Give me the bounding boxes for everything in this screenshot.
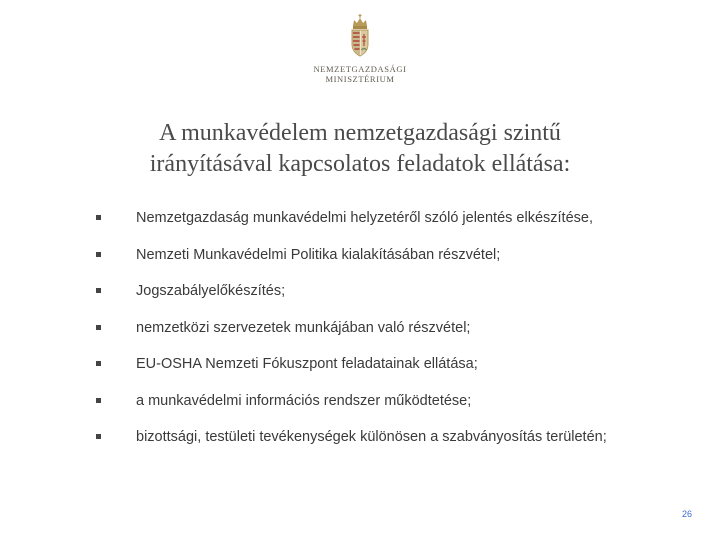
- bullet-square-icon: [96, 434, 101, 439]
- list-item-text: Nemzeti Munkavédelmi Politika kialakításában részvétel;: [136, 246, 501, 263]
- title-line-1: A munkavédelem nemzetgazdasági szintű: [159, 120, 561, 146]
- coat-of-arms-icon: [348, 14, 372, 58]
- bullet-square-icon: [96, 398, 101, 403]
- list-item: [96, 200, 696, 237]
- list-item-text: bizottsági, testületi tevékenységek különösen a szabványosítás területén;: [136, 429, 607, 445]
- logo-text-line2: MINISZTÉRIUM: [325, 74, 395, 84]
- list-item: [96, 273, 696, 310]
- bullet-square-icon: [96, 288, 101, 293]
- bullet-square-icon: [96, 215, 101, 220]
- list-item: [96, 383, 696, 420]
- list-item: [96, 310, 696, 347]
- list-item-text: Nemzetgazdaság munkavédelmi helyzetéről szóló jelentés elkészítése,: [136, 210, 593, 226]
- list-item-text: nemzetközi szervezetek munkájában való részvétel;: [136, 319, 471, 336]
- list-item-text: a munkavédelmi információs rendszer működtetése;: [136, 392, 472, 409]
- bullet-list: [96, 200, 696, 456]
- title-line-2: irányításával kapcsolatos feladatok ellátása:: [149, 151, 571, 177]
- bullet-square-icon: [96, 361, 101, 366]
- bullet-square-icon: [96, 252, 101, 257]
- page-number: 26: [681, 509, 692, 519]
- logo-text-line1: NEMZETGAZDASÁGI: [313, 64, 407, 74]
- slide-title: [60, 118, 660, 180]
- list-item: [96, 237, 696, 274]
- bullet-square-icon: [96, 325, 101, 330]
- list-item-text: Jogszabályelőkészítés;: [136, 283, 286, 299]
- list-item: [96, 346, 696, 383]
- list-item: [96, 419, 696, 456]
- list-item-text: EU-OSHA Nemzeti Fókuszpont feladatainak ellátása;: [136, 356, 478, 372]
- ministry-logo: [0, 14, 720, 84]
